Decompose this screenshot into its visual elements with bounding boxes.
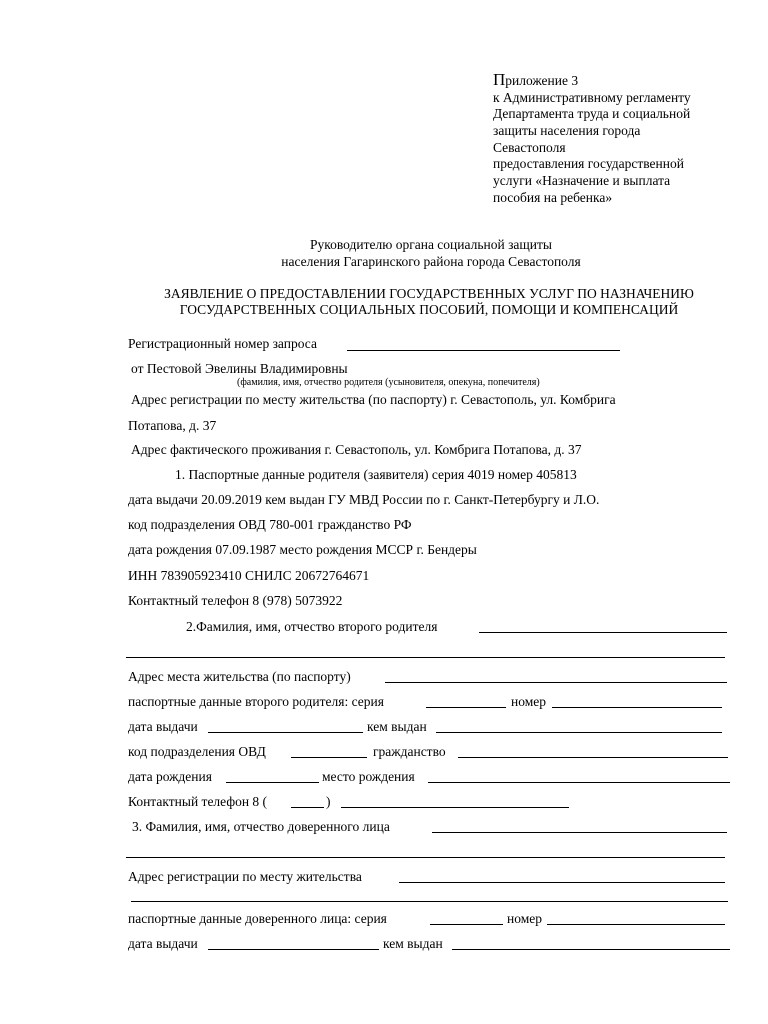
trustee-fio-label: 3. Фамилия, имя, отчество доверенного лица [132, 819, 390, 834]
passport-line: 1. Паспортные данные родителя (заявителя) серия 4019 номер 405813 [175, 467, 577, 482]
trustee-address-label: Адрес регистрации по месту жительства [128, 869, 362, 884]
second-parent-address-line [385, 682, 727, 683]
trustee-issue-date-label: дата выдачи [128, 936, 198, 951]
birth-line: дата рождения 07.09.1987 место рождения МССР г. Бендеры [128, 542, 477, 557]
trustee-issued-by-line [452, 949, 730, 950]
appendix-line: защиты населения города [493, 123, 641, 138]
second-parent-issued-by-line [436, 732, 722, 733]
applicant-hint: (фамилия, имя, отчество родителя (усыновителя, опекуна, попечителя) [237, 377, 540, 388]
appendix-line: предоставления государственной [493, 156, 684, 171]
trustee-passport-label: паспортные данные доверенного лица: серия [128, 911, 387, 926]
appendix-title [493, 71, 578, 88]
appendix-line: пособия на ребенка» [493, 190, 613, 205]
second-parent-division-line [291, 757, 367, 758]
second-parent-phone-close: ) [326, 794, 331, 809]
second-parent-birth-place-line [428, 782, 730, 783]
reg-address: Адрес регистрации по месту жительства (по паспорту) г. Севастополь, ул. Комбрига [131, 392, 616, 407]
second-parent-issued-by-label: кем выдан [367, 719, 427, 734]
second-parent-issue-date-label: дата выдачи [128, 719, 198, 734]
appendix-title-initial: П [493, 70, 506, 89]
appendix-line: Севастополя [493, 140, 566, 155]
document-heading: ГОСУДАРСТВЕННЫХ СОЦИАЛЬНЫХ ПОСОБИЙ, ПОМОЩИ И КОМПЕНСАЦИЙ [179, 302, 679, 317]
second-parent-birth-date-label: дата рождения [128, 769, 212, 784]
trustee-address-line [399, 882, 725, 883]
second-parent-phone-line [341, 807, 569, 808]
trustee-series-line [430, 924, 503, 925]
second-parent-division-label: код подразделения ОВД [128, 744, 266, 759]
trustee-fio-line-2 [126, 857, 725, 858]
second-parent-series-line [426, 707, 506, 708]
reg-number-line [347, 350, 620, 351]
addressee-line: населения Гагаринского района города Севастополя [281, 254, 581, 269]
applicant-name: от Пестовой Эвелины Владимировны [131, 361, 348, 376]
inn-line: ИНН 783905923410 СНИЛС 20672764671 [128, 568, 370, 583]
division-line: код подразделения ОВД 780-001 гражданство РФ [128, 517, 412, 532]
trustee-number-line [547, 924, 725, 925]
second-parent-citizenship-line [458, 757, 728, 758]
issue-line: дата выдачи 20.09.2019 кем выдан ГУ МВД России по г. Санкт-Петербургу и Л.О. [128, 492, 600, 507]
second-parent-birth-place-label: место рождения [322, 769, 415, 784]
addressee-line: Руководителю органа социальной защиты [309, 237, 552, 252]
second-parent-citizenship-label: гражданство [373, 744, 446, 759]
second-parent-fio-label: 2.Фамилия, имя, отчество второго родителя [186, 619, 438, 634]
second-parent-birth-date-line [226, 782, 319, 783]
second-parent-phone-code-line [291, 807, 324, 808]
second-parent-address-label: Адрес места жительства (по паспорту) [128, 669, 351, 684]
trustee-issue-date-line [208, 949, 379, 950]
second-parent-fio-line [479, 632, 727, 633]
second-parent-number-label: номер [511, 694, 547, 709]
appendix-line: услуги «Назначение и выплата [493, 173, 671, 188]
phone-line: Контактный телефон 8 (978) 5073922 [128, 593, 343, 608]
trustee-address-line-2 [131, 901, 728, 902]
trustee-number-label: номер [507, 911, 543, 926]
appendix-line: к Административному регламенту [493, 90, 691, 105]
second-parent-phone-label [128, 795, 267, 809]
reg-number-label: Регистрационный номер запроса [128, 336, 317, 351]
second-parent-fio-line-2 [126, 657, 725, 658]
document-heading: ЗАЯВЛЕНИЕ О ПРЕДОСТАВЛЕНИИ ГОСУДАРСТВЕННЫХ УСЛУГ ПО НАЗНАЧЕНИЮ [164, 286, 694, 301]
trustee-issued-by-label: кем выдан [383, 936, 443, 951]
appendix-line: Департамента труда и социальной [493, 106, 691, 121]
appendix-title-rest: риложение 3 [505, 73, 579, 88]
trustee-fio-line [432, 832, 727, 833]
phone-prefix: Контактный телефон 8 ( [128, 794, 268, 809]
second-parent-issue-date-line [208, 732, 363, 733]
actual-address: Адрес фактического проживания г. Севастополь, ул. Комбрига Потапова, д. 37 [131, 442, 582, 457]
second-parent-passport-label: паспортные данные второго родителя: серия [128, 694, 384, 709]
second-parent-number-line [552, 707, 722, 708]
reg-address: Потапова, д. 37 [128, 418, 217, 433]
